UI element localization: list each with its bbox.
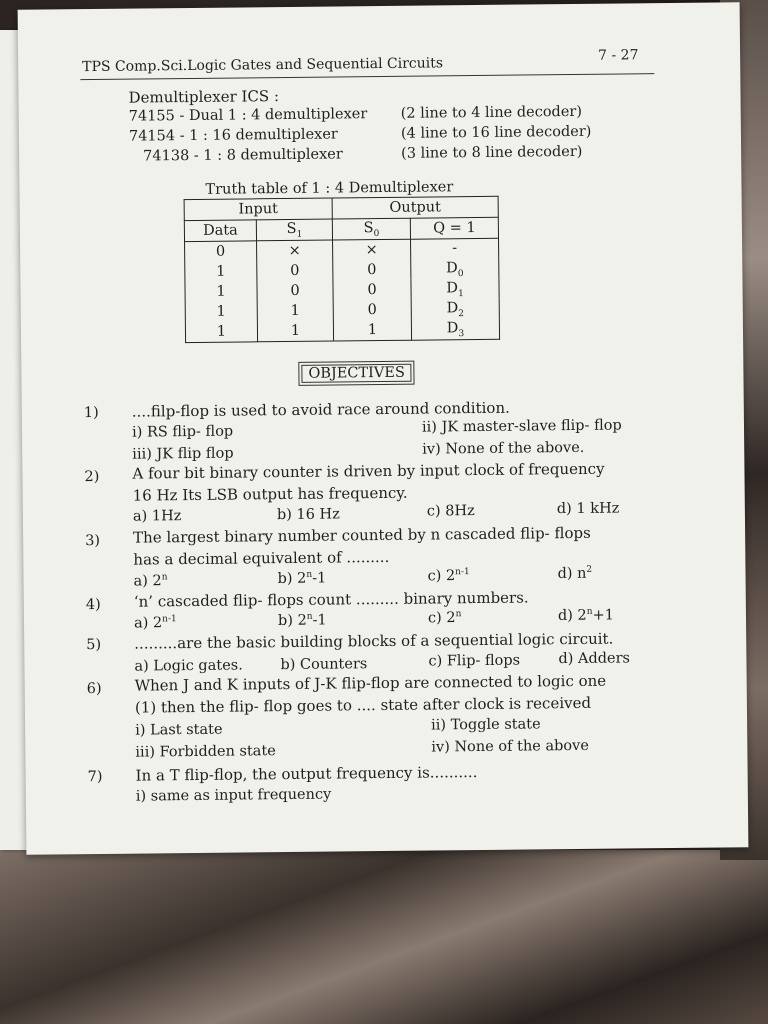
- table-row: [185, 259, 499, 282]
- option: b) 16 Hz: [276, 506, 340, 524]
- option: ii) Toggle state: [431, 716, 541, 734]
- running-header-title: TPS Comp.Sci.Logic Gates and Sequential Circuits: [82, 55, 444, 76]
- option: iii) Forbidden state: [135, 743, 276, 761]
- option: d) $2^n+1$: [557, 606, 615, 625]
- option: c) 2$^{n-1}$: [427, 567, 470, 585]
- option: a) 2$^{n-1}$: [133, 614, 177, 632]
- cell-data: 1: [185, 281, 257, 302]
- question-number: 6): [86, 680, 102, 698]
- column-header-s1: $S_1$: [256, 219, 332, 241]
- option: iv) None of the above.: [422, 439, 585, 458]
- column-header-s0: $S_0$: [332, 218, 410, 240]
- demux-ics-list: [128, 103, 592, 169]
- option: i) Last state: [135, 721, 223, 739]
- question-text: .........are the basic building blocks of a sequential logic circuit.: [134, 629, 614, 653]
- cell-data: 1: [185, 301, 257, 322]
- question-text: (1) then the flip- flop goes to .... state after clock is received: [134, 693, 592, 717]
- cell-data: 1: [185, 321, 257, 342]
- option: a) 1Hz: [132, 508, 182, 525]
- question-number: 4): [85, 596, 101, 614]
- objectives-heading: OBJECTIVES: [301, 364, 412, 383]
- option: i) same as input frequency: [135, 786, 332, 805]
- option: i) RS flip- flop: [131, 423, 234, 441]
- truth-table-input-header: Input: [184, 198, 332, 221]
- option: c) 2$^n$: [427, 609, 462, 627]
- option: b) Counters: [280, 656, 368, 674]
- cell-q: $D_0$: [411, 259, 499, 280]
- question-text: 16 Hz Its LSB output has frequency.: [132, 483, 408, 505]
- question-number: 3): [85, 532, 101, 550]
- cell-q: $D_1$: [411, 279, 499, 300]
- question-text: In a T flip-flop, the output frequency is..........: [135, 763, 478, 785]
- ic-description: (4 line to 16 line decoder): [400, 123, 592, 142]
- option: c) Flip- flops: [428, 652, 521, 670]
- ic-description: (3 line to 8 line decoder): [401, 143, 583, 162]
- question-text: The largest binary number counted by n cascaded flip- flops: [133, 523, 591, 547]
- question-number: 5): [86, 636, 102, 654]
- page-number: 7 - 27: [598, 47, 639, 64]
- option: d) $n^2$: [557, 564, 593, 583]
- option: iii) JK flip flop: [132, 445, 234, 463]
- background-fabric: [0, 850, 768, 1024]
- ic-description: (2 line to 4 line decoder): [400, 103, 583, 122]
- cell-s0: ×: [333, 239, 411, 260]
- cell-s1: 0: [257, 261, 333, 282]
- option: a) Logic gates.: [134, 657, 243, 675]
- question-number: 1): [83, 404, 99, 422]
- cell-s1: 0: [257, 281, 333, 302]
- cell-q: $D_2$: [411, 299, 499, 320]
- cell-data: 1: [185, 261, 257, 282]
- option: ii) JK master-slave flip- flop: [421, 417, 622, 436]
- demux-ics-heading: Demultiplexer ICS :: [128, 87, 280, 107]
- cell-s1: ×: [257, 240, 333, 261]
- question-text: ‘n’ cascaded flip- flops count ......... binary numbers.: [133, 588, 529, 611]
- option: b) 2$^n$-1: [277, 569, 327, 587]
- option: d) 1 kHz: [556, 500, 620, 518]
- option: c) 8Hz: [426, 503, 475, 520]
- option: a) 2$^n$: [133, 572, 168, 590]
- cell-q: -: [411, 238, 499, 259]
- cell-data: 0: [185, 241, 257, 262]
- truth-table-caption: Truth table of 1 : 4 Demultiplexer: [205, 179, 454, 198]
- option: iv) None of the above: [431, 737, 589, 756]
- ic-name: 74154 - 1 : 16 demultiplexer: [128, 126, 338, 145]
- truth-table: [184, 196, 500, 343]
- table-row: [185, 279, 499, 302]
- cell-s0: 0: [333, 280, 411, 301]
- table-row: [185, 319, 499, 343]
- cell-q: $D_3$: [411, 319, 499, 340]
- question-text: A four bit binary counter is driven by input clock of frequency: [132, 459, 605, 483]
- cell-s1: 1: [257, 301, 333, 322]
- cell-s0: 0: [333, 300, 411, 321]
- option: b) 2$^n$-1: [277, 611, 327, 629]
- table-row: [185, 238, 499, 262]
- column-header-q: Q = 1: [410, 217, 498, 239]
- column-header-data: Data: [184, 220, 256, 242]
- ic-name: 74155 - Dual 1 : 4 demultiplexer: [128, 106, 368, 125]
- truth-table-output-header: Output: [332, 196, 498, 219]
- option: d) Adders: [558, 650, 631, 668]
- book-page: [18, 2, 749, 855]
- question-text: has a decimal equivalent of .........: [133, 547, 390, 569]
- table-row: [185, 299, 499, 322]
- cell-s0: 0: [333, 260, 411, 281]
- cell-s0: 1: [333, 320, 411, 341]
- question-text: ....filp-flop is used to avoid race around condition.: [131, 398, 510, 421]
- cell-s1: 1: [257, 321, 333, 342]
- question-number: 7): [87, 768, 103, 786]
- question-number: 2): [84, 468, 100, 486]
- ic-name: 74138 - 1 : 8 demultiplexer: [143, 146, 343, 165]
- question-text: When J and K inputs of J-K flip-flop are connected to logic one: [134, 671, 607, 695]
